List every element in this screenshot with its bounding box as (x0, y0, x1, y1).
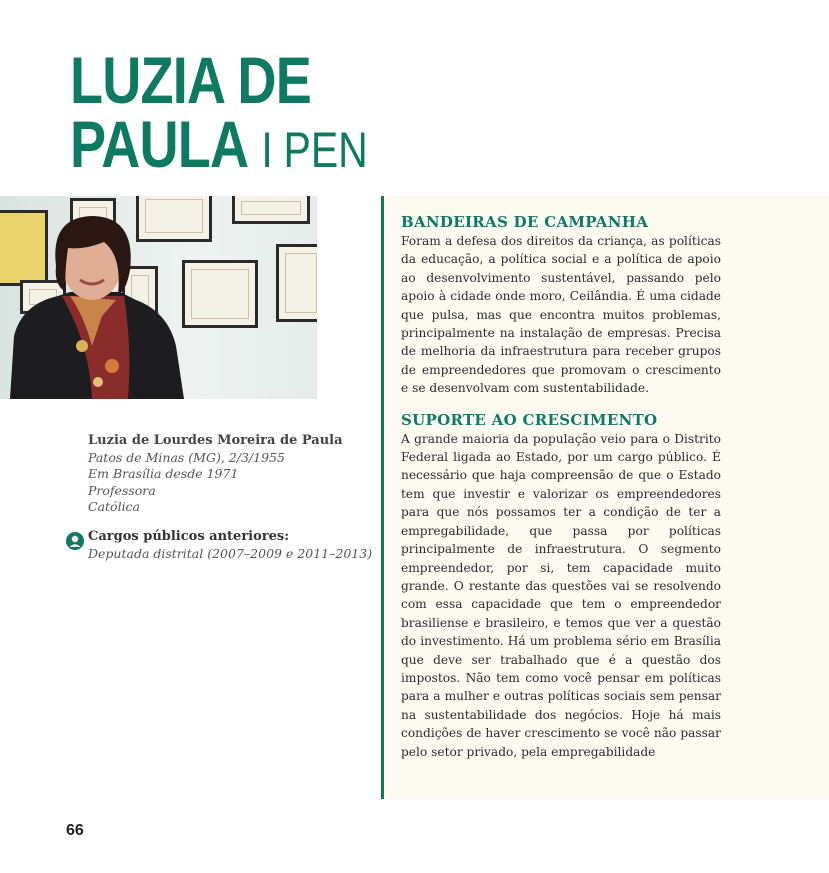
section-body-bandeiras: Foram a defesa dos direitos da criança, as políticas da educação, a política social e a política de apoio ao desenvolvimento sustentável, passando pelo apoio à cidade onde moro, Ceilândia. É uma cidade que pulsa, mas que encontra muitos problemas, principalmente na instalação de empresas. Precisa de melhoria da infraestrutura para receber grupos de empreendedores que promovam o crescimento e se desenvolvam com sustentabilidade. (401, 234, 721, 396)
title-separator: I (261, 122, 273, 178)
religion: Católica (88, 499, 141, 514)
interview-column (401, 212, 721, 761)
candidate-bio (88, 433, 343, 516)
title-surname: PAULA (70, 107, 249, 181)
birth-info: Patos de Minas (MG), 2/3/1955 (88, 449, 285, 465)
party-name: PEN (283, 122, 368, 178)
previous-offices-value: Deputada distrital (2007–2009 e 2011–2013) (88, 545, 373, 561)
section-heading-bandeiras: BANDEIRAS DE CAMPANHA (401, 213, 649, 231)
section-heading-suporte: SUPORTE AO CRESCIMENTO (401, 410, 658, 429)
panel-divider (381, 196, 384, 799)
profession: Professora (88, 482, 156, 498)
title-line-2 (70, 107, 368, 182)
previous-offices-heading: Cargos públicos anteriores: (88, 529, 290, 544)
previous-offices (66, 529, 372, 562)
page-title (70, 43, 368, 182)
candidate-photo (0, 196, 317, 399)
section-body-suporte: A grande maioria da população veio para o Distrito Federal ligada ao Estado, por um cargo público. É necessário que haja compreensão de que o Estado tem que investir e valorizar os empreendedores para que nós possamos ter a condição de ter a empregabilidade, que passa por políticas principalmente de infraestrutura. O segmento empreendedor, por si, tem capacidade muito grande. O restante das questões vai se resolvendo com essa capacidade que tem o empreendedor brasiliense e brasileiro, e temos que ver a questão do investimento. Há um problema sério em Brasília que deve ser trabalhado que é a questão dos impostos. Não tem como você pensar em políticas para a mulher e outras políticas sociais sem pensar na sustentabilidade dos negócios. Hoje há mais condições de haver crescimento se você não passar pelo setor privado, pela empregabilidade (401, 431, 721, 759)
full-name: Luzia de Lourdes Moreira de Paula (88, 433, 343, 448)
brasilia-since: Em Brasília desde 1971 (88, 466, 239, 481)
title-line-1: LUZIA DE (70, 43, 311, 117)
person-icon (66, 532, 84, 550)
page-number: 66 (66, 822, 84, 839)
portrait-figure (0, 196, 317, 399)
